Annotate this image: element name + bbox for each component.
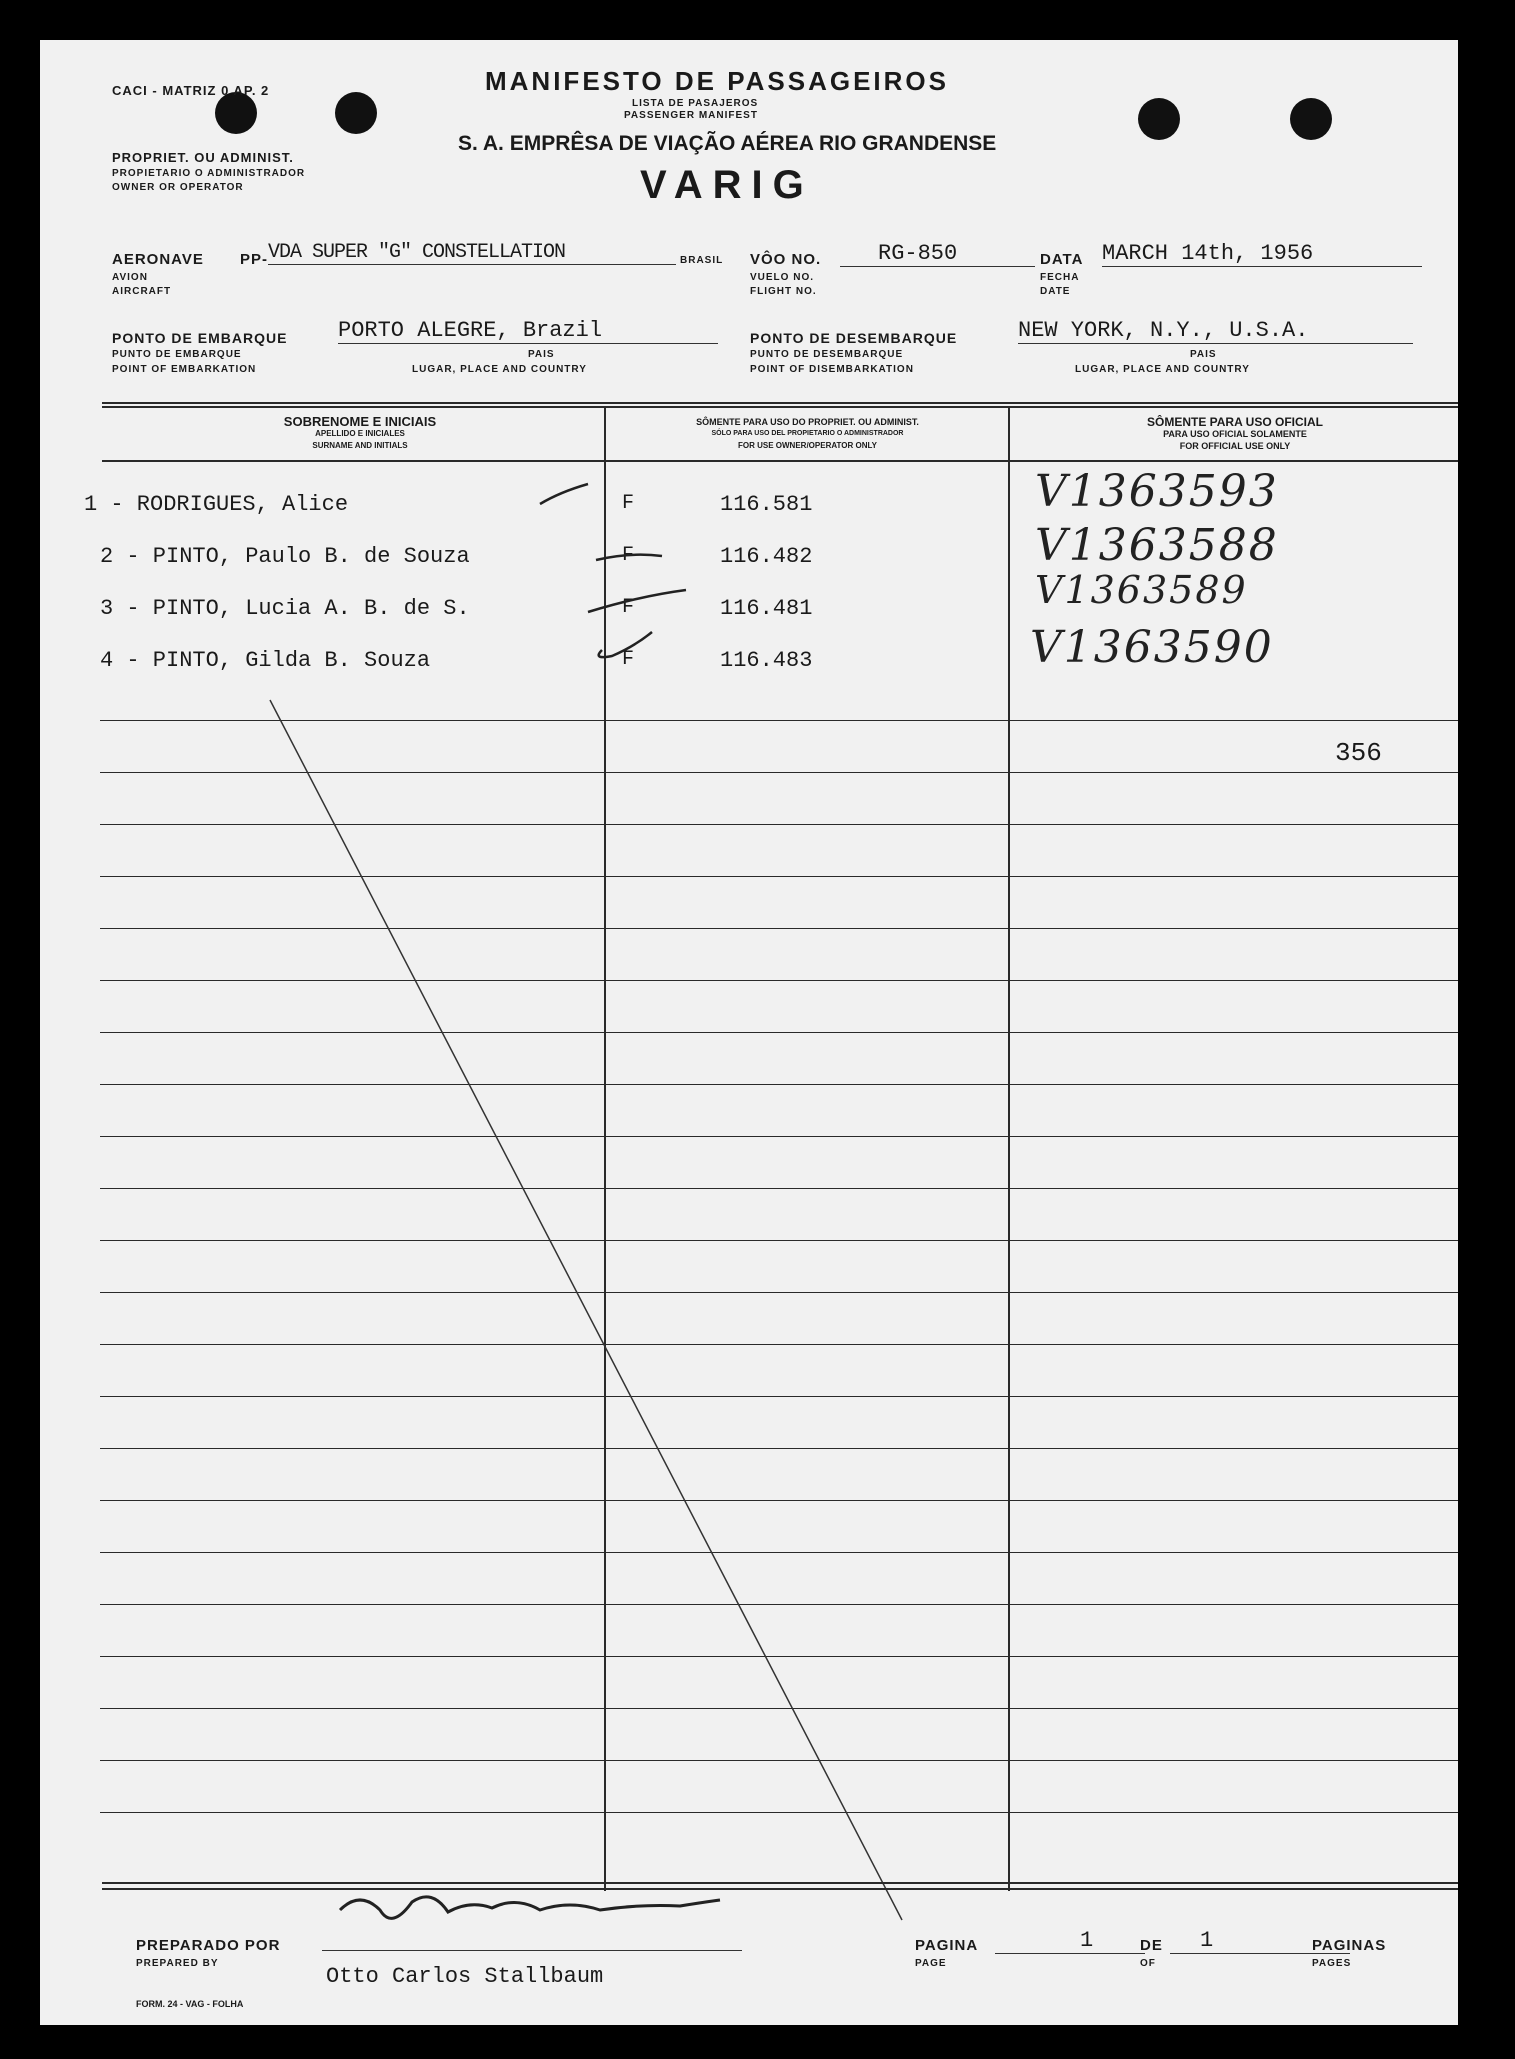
- disembark-label-pt: PONTO DE DESEMBARQUE: [750, 330, 958, 346]
- date-value: MARCH 14th, 1956: [1102, 241, 1422, 267]
- aircraft-value: VDA SUPER "G" CONSTELLATION: [268, 241, 676, 265]
- passenger-ticket: 116.483: [720, 648, 813, 673]
- embark-place-label: LUGAR, PLACE AND COUNTRY: [412, 364, 587, 375]
- table-bottom-rule-2: [102, 1888, 1458, 1890]
- form-subtitle-en: PASSENGER MANIFEST: [624, 110, 758, 121]
- company-name: S. A. EMPRÊSA DE VIAÇÃO AÉREA RIO GRANDENSE: [458, 132, 997, 155]
- passenger-official-number: V1363593: [1035, 466, 1279, 517]
- footer-form-code: FORM. 24 - VAG - FOLHA: [136, 1999, 244, 2009]
- col-names-pt: SOBRENOME E INICIAIS: [283, 414, 437, 429]
- col-owner-pt: SÔMENTE PARA USO DO PROPRIET. OU ADMINIST.: [696, 417, 919, 427]
- aircraft-label-pt: AERONAVE: [112, 251, 204, 268]
- date-label-pt: DATA: [1040, 251, 1084, 268]
- flight-value: RG-850: [840, 241, 1035, 267]
- disembark-value: NEW YORK, N.Y., U.S.A.: [1018, 318, 1413, 344]
- passenger-class: F: [622, 596, 635, 619]
- disembark-label-es: PUNTO DE DESEMBARQUE: [750, 349, 904, 360]
- form-code: CACI - MATRIZ 0 AP. 2: [112, 83, 270, 98]
- embark-country-label: PAIS: [528, 349, 555, 360]
- brand-name: VARIG: [640, 163, 814, 207]
- page-label-en: PAGE: [915, 1958, 947, 1969]
- col-owner-en: FOR USE OWNER/OPERATOR ONLY: [738, 441, 877, 450]
- preparer-name: Otto Carlos Stallbaum: [326, 1964, 604, 1989]
- form-subtitle-es: LISTA DE PASAJEROS: [632, 98, 759, 109]
- aircraft-prefix: PP-: [240, 251, 269, 268]
- disembark-place-label: LUGAR, PLACE AND COUNTRY: [1075, 364, 1250, 375]
- passenger-name: 1 - RODRIGUES, Alice: [84, 492, 349, 517]
- passenger-official-number: V1363590: [1030, 622, 1274, 673]
- col-official-pt: SÔMENTE PARA USO OFICIAL: [1146, 415, 1323, 429]
- date-label-en: DATE: [1040, 286, 1071, 297]
- aircraft-suffix: BRASIL: [680, 255, 724, 266]
- col-owner-es: SÓLO PARA USO DEL PROPIETARIO O ADMINISTRADOR: [711, 430, 904, 437]
- passenger-official-number: V1363589: [1035, 568, 1248, 612]
- of-value: 1: [1170, 1928, 1350, 1954]
- annotation-number: 356: [1335, 738, 1382, 768]
- prepared-label-en: PREPARED BY: [136, 1958, 219, 1969]
- date-label-es: FECHA: [1040, 272, 1080, 283]
- aircraft-label-en: AIRCRAFT: [112, 286, 172, 297]
- check-mark-2: [596, 555, 662, 560]
- passenger-class: F: [622, 544, 635, 567]
- passenger-official-number: V1363588: [1035, 520, 1279, 571]
- preparer-signature: [340, 1897, 720, 1918]
- table-bottom-rule: [102, 1882, 1458, 1884]
- passenger-ticket: 116.481: [720, 596, 813, 621]
- signature-line: [322, 1950, 742, 1951]
- flight-label-pt: VÔO NO.: [750, 251, 822, 268]
- disembark-label-en: POINT OF DISEMBARKATION: [750, 364, 914, 375]
- pen-marks: [40, 40, 1458, 2025]
- of-label-pt: DE: [1140, 1937, 1163, 1954]
- passenger-class: F: [622, 648, 635, 671]
- passenger-class: F: [622, 492, 635, 515]
- aircraft-label-es: AVION: [112, 272, 148, 283]
- pages-label-pt: PAGINAS: [1312, 1937, 1387, 1954]
- col-names-es: APELLIDO E INICIALES: [315, 429, 405, 438]
- check-mark-1: [540, 484, 588, 504]
- passenger-name: 3 - PINTO, Lucia A. B. de S.: [100, 596, 470, 621]
- col-official-es: PARA USO OFICIAL SOLAMENTE: [1163, 429, 1307, 439]
- flight-label-es: VUELO NO.: [750, 272, 815, 283]
- embark-value: PORTO ALEGRE, Brazil: [338, 318, 718, 344]
- passenger-ticket: 116.581: [720, 492, 813, 517]
- embark-label-en: POINT OF EMBARKATION: [112, 364, 257, 375]
- col-names-en: SURNAME AND INITIALS: [312, 441, 408, 450]
- embark-label-es: PUNTO DE EMBARQUE: [112, 349, 242, 360]
- passenger-name: 4 - PINTO, Gilda B. Souza: [100, 648, 431, 673]
- col-official-en: FOR OFFICIAL USE ONLY: [1179, 441, 1291, 451]
- page-value: 1: [995, 1928, 1145, 1954]
- pages-label-en: PAGES: [1312, 1958, 1352, 1969]
- passenger-name: 2 - PINTO, Paulo B. de Souza: [100, 544, 470, 569]
- cancel-diagonal-line: [270, 700, 902, 1920]
- manifest-sheet: [40, 40, 1458, 2025]
- flight-label-en: FLIGHT NO.: [750, 286, 817, 297]
- embark-label-pt: PONTO DE EMBARQUE: [112, 330, 288, 346]
- owner-label-en: OWNER OR OPERATOR: [112, 182, 244, 193]
- disembark-country-label: PAIS: [1190, 349, 1217, 360]
- check-mark-3: [588, 590, 686, 612]
- form-title: MANIFESTO DE PASSAGEIROS: [485, 66, 949, 96]
- owner-label-es: PROPIETARIO O ADMINISTRADOR: [112, 168, 306, 179]
- owner-label-pt: PROPRIET. OU ADMINIST.: [112, 150, 294, 165]
- of-label-en: OF: [1140, 1958, 1156, 1969]
- prepared-label-pt: PREPARADO POR: [136, 1937, 281, 1954]
- check-mark-4: [599, 632, 652, 657]
- passenger-ticket: 116.482: [720, 544, 813, 569]
- page-label-pt: PAGINA: [915, 1937, 979, 1954]
